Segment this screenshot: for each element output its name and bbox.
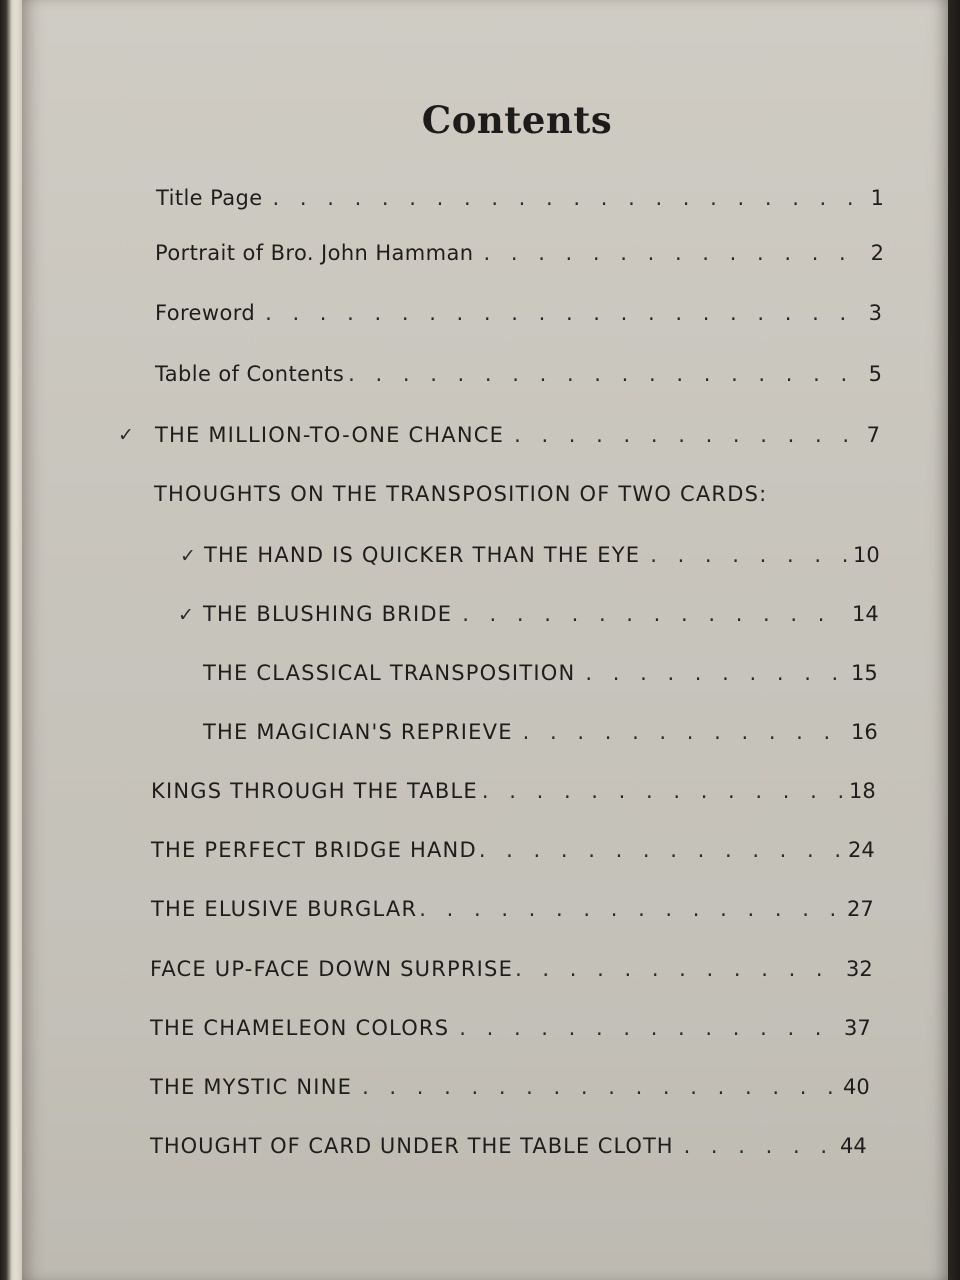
toc-entry bbox=[150, 957, 873, 991]
toc-entry-label: Title Page bbox=[156, 186, 263, 210]
toc-entry-label: THE MYSTIC NINE bbox=[150, 1075, 353, 1099]
toc-entry bbox=[203, 720, 878, 754]
toc-entry-label: THOUGHT OF CARD UNDER THE TABLE CLOTH bbox=[150, 1134, 674, 1158]
leader-dots bbox=[515, 957, 840, 981]
leader-dots bbox=[585, 661, 845, 685]
toc-page-number: 37 bbox=[844, 1016, 871, 1040]
toc-entry bbox=[151, 897, 874, 931]
section-heading: THOUGHTS ON THE TRANSPOSITION OF TWO CARDS: bbox=[154, 482, 768, 506]
toc-page-number: 5 bbox=[868, 362, 882, 386]
toc-entry bbox=[150, 1016, 871, 1050]
leader-dots bbox=[484, 241, 855, 265]
toc-entry-label: THE PERFECT BRIDGE HAND bbox=[151, 838, 477, 862]
leader-dots bbox=[684, 1134, 834, 1158]
toc-entry bbox=[155, 241, 884, 275]
check-mark-icon: ✓ bbox=[118, 424, 134, 446]
toc-page-number: 32 bbox=[846, 957, 873, 981]
toc-page-number: 40 bbox=[843, 1075, 870, 1099]
toc-entry-label: THE MILLION-TO-ONE CHANCE bbox=[155, 423, 505, 447]
toc-page-number: 2 bbox=[870, 241, 884, 265]
toc-entry-label: THE ELUSIVE BURGLAR bbox=[151, 897, 418, 921]
leader-dots bbox=[348, 362, 852, 386]
page-title: Contents bbox=[421, 98, 613, 142]
check-mark-icon: ✓ bbox=[178, 604, 194, 626]
toc-page-number: 16 bbox=[851, 720, 878, 744]
toc-page-number: 1 bbox=[870, 186, 884, 210]
toc-entry-label: THE BLUSHING BRIDE bbox=[203, 602, 453, 626]
toc-entry-label: Portrait of Bro. John Hamman bbox=[155, 241, 474, 265]
toc-entry-label: THE CLASSICAL TRANSPOSITION bbox=[203, 661, 576, 685]
toc-page-number: 14 bbox=[852, 602, 879, 626]
leader-dots bbox=[273, 186, 854, 210]
leader-dots bbox=[523, 720, 845, 744]
leader-dots bbox=[462, 602, 846, 626]
leader-dots bbox=[650, 543, 847, 567]
toc-page-number: 7 bbox=[866, 423, 880, 447]
toc-entry bbox=[150, 1134, 867, 1168]
leader-dots bbox=[479, 838, 842, 862]
toc-page-number: 3 bbox=[868, 301, 882, 325]
leader-dots bbox=[265, 301, 852, 325]
toc-page-number: 24 bbox=[848, 838, 875, 862]
toc-entry bbox=[151, 838, 875, 872]
toc-entry bbox=[156, 186, 884, 220]
leader-dots bbox=[482, 779, 843, 803]
leader-dots bbox=[514, 423, 850, 447]
toc-entry-label: THE HAND IS QUICKER THAN THE EYE bbox=[204, 543, 641, 567]
toc-page-number: 10 bbox=[853, 543, 880, 567]
toc-entry bbox=[203, 661, 878, 695]
toc-entry bbox=[155, 423, 880, 457]
check-mark-icon: ✓ bbox=[180, 545, 196, 567]
toc-entry-label: Foreword bbox=[155, 301, 256, 325]
leader-dots bbox=[459, 1016, 838, 1040]
toc-entry-label: Table of Contents bbox=[155, 362, 345, 386]
toc-page-number: 27 bbox=[847, 897, 874, 921]
leader-dots bbox=[362, 1075, 837, 1099]
toc-entry-label: FACE UP-FACE DOWN SURPRISE bbox=[150, 957, 514, 981]
toc-page-number: 18 bbox=[849, 779, 876, 803]
toc-entry bbox=[203, 602, 879, 636]
toc-page-number: 15 bbox=[851, 661, 878, 685]
toc-entry-label: THE CHAMELEON COLORS bbox=[150, 1016, 450, 1040]
toc-page-number: 44 bbox=[840, 1134, 867, 1158]
toc-entry bbox=[204, 543, 880, 577]
toc-entry bbox=[155, 362, 882, 396]
toc-entry bbox=[155, 301, 882, 335]
toc-entry bbox=[151, 779, 876, 813]
toc-entry-label: KINGS THROUGH THE TABLE bbox=[151, 779, 478, 803]
toc-entry bbox=[150, 1075, 870, 1109]
toc-entry-label: THE MAGICIAN'S REPRIEVE bbox=[203, 720, 513, 744]
leader-dots bbox=[419, 897, 841, 921]
